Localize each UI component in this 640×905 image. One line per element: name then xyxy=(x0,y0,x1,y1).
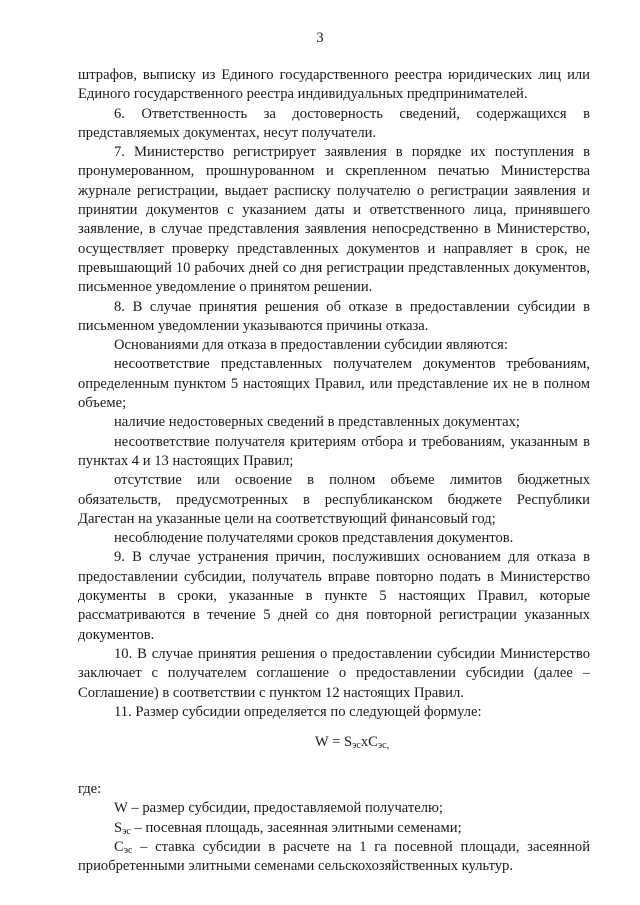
formula-subscript: эс, xyxy=(377,740,390,752)
refusal-ground-item: несоответствие представленных получателем документов требованиям, определенным пунктом 5 настоящих Правил, или представление их не в полном объеме; xyxy=(78,356,590,412)
refusal-ground-item: несоответствие получателя критериям отбора и требованиям, указанным в пунктах 4 и 13 настоящих Правил; xyxy=(78,433,590,469)
definition-text: – посевная площадь, засеянная элитными семенами; xyxy=(130,819,462,836)
where-label: где: xyxy=(78,781,102,798)
paragraph-8: 8. В случае принятия решения об отказе в предоставлении субсидии в письменном уведомлении указываются причины отказа. xyxy=(78,298,590,334)
paragraph-11: 11. Размер субсидии определяется по следующей формуле: xyxy=(114,703,482,720)
page-number: 3 xyxy=(316,30,324,46)
definition-symbol: C xyxy=(114,838,124,855)
definition-w xyxy=(78,799,590,818)
document-body xyxy=(78,66,590,877)
refusal-grounds-intro: Основаниями для отказа в предоставлении субсидии являются: xyxy=(114,337,508,354)
formula-mid: хC xyxy=(360,734,378,751)
formula-subscript: эс xyxy=(352,740,361,752)
paragraph: штрафов, выписку из Единого государственного реестра юридических лиц или Единого государственного реестра индивидуальных предпринимателей. xyxy=(78,67,590,103)
definition-s xyxy=(78,819,590,838)
definition-text: – ставка субсидии в расчете на 1 га посевной площади, засеянной приобретенными элитными семенами сельскохозяйственных культур. xyxy=(78,838,590,875)
paragraph-10: 10. В случае принятия решения о предоставлении субсидии Министерство заключает с получателем соглашение о предоставлении субсидии (далее – Соглашение) в соответствии с пунктом 12 настоящих Правил. xyxy=(78,645,590,701)
paragraph-7: 7. Министерство регистрирует заявления в порядке их поступления в пронумерованном, прошнурованном и скрепленном печатью Министерства журнале регистрации, выдает расписку получателю о регистрации заявления и принятии документов с указанием даты и ответственного лица, принявшего заявление, в случае представления заявления непосредственно в Министерство, осуществляет проверку представленных документов и направляет в срок, не превышающий 10 рабочих дней со дня регистрации представленных документов, письменное уведомление о принятом решении. xyxy=(78,144,590,296)
refusal-ground-item: наличие недостоверных сведений в представленных документах; xyxy=(114,414,520,431)
definition-text: – размер субсидии, предоставляемой получателю; xyxy=(127,800,443,817)
refusal-ground-item: отсутствие или освоение в полном объеме лимитов бюджетных обязательств, предусмотренных в республиканском бюджете Республики Дагестан на указанные цели на соответствующий финансовый год; xyxy=(78,472,590,527)
paragraph-9: 9. В случае устранения причин, послуживших основанием для отказа в предоставлении субсидии, получатель вправе повторно подать в Министерство документы в сроки, указанные в пункте 5 настоящих Правил, которые рассматриваются в течение 5 дней со дня повторной регистрации указанных документов. xyxy=(78,549,590,643)
definition-symbol: S xyxy=(114,819,123,836)
subsidy-formula xyxy=(78,732,590,776)
definition-c xyxy=(78,838,590,877)
definition-subscript: эс xyxy=(123,844,133,856)
definition-symbol: W xyxy=(114,800,128,817)
definition-subscript: эс xyxy=(122,825,131,837)
paragraph-6: 6. Ответственность за достоверность сведений, содержащихся в представляемых документах, несут получатели. xyxy=(78,105,590,141)
refusal-ground-item: несоблюдение получателями сроков представления документов. xyxy=(114,530,514,547)
formula-lhs: W = S xyxy=(314,734,353,751)
